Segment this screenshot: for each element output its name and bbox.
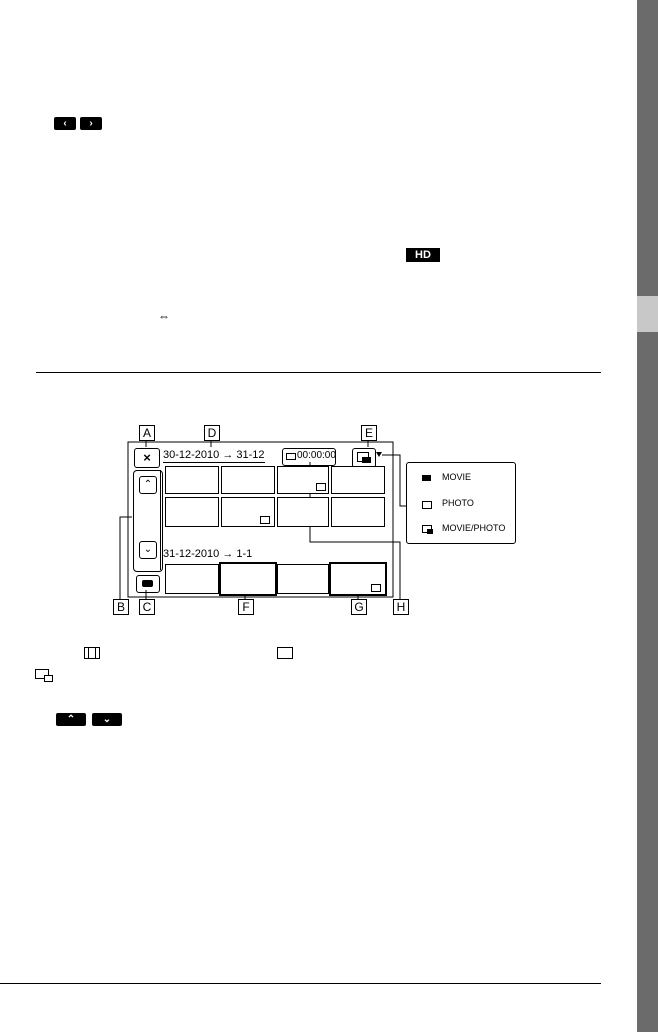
scroll-up-button[interactable]: ⌃ — [139, 476, 157, 494]
scroll-track — [160, 470, 161, 570]
chevron-right-icon: › — [80, 117, 102, 130]
photo-icon — [316, 483, 326, 491]
thumbnail[interactable] — [331, 497, 385, 527]
menu-item-photo[interactable] — [420, 498, 513, 512]
close-button[interactable]: × — [134, 448, 160, 468]
camera-icon — [142, 580, 153, 587]
scroll-down-button[interactable]: ⌄ — [139, 541, 157, 559]
hd-icon: HD — [406, 248, 440, 262]
thumbnail[interactable] — [277, 564, 329, 594]
film-icon — [286, 453, 296, 460]
photo-icon — [371, 584, 381, 592]
film-icon — [44, 675, 53, 682]
counter-text: 00:00:00 — [297, 450, 336, 461]
diagram-label-h: H — [393, 599, 409, 615]
chevron-up-icon: ⌃ — [56, 713, 86, 726]
thumbnail[interactable] — [221, 466, 275, 494]
thumbnail[interactable] — [277, 497, 329, 527]
diagram-label-f: F — [238, 599, 254, 615]
diagram-label-d: D — [204, 425, 220, 441]
thumbnail[interactable] — [165, 466, 219, 494]
view-mode-button[interactable] — [352, 448, 376, 468]
thumbnail[interactable] — [221, 497, 275, 527]
mode-toggle-button[interactable] — [136, 575, 160, 593]
diagram-label-a: A — [139, 425, 155, 441]
menu-item-label: MOVIE — [442, 472, 472, 482]
menu-item-movie-photo[interactable] — [420, 523, 513, 537]
photo-icon — [260, 516, 270, 524]
chevron-left-icon: ‹ — [54, 117, 76, 130]
film-icon — [362, 457, 371, 463]
film-icon — [427, 529, 433, 534]
menu-item-label: PHOTO — [442, 498, 474, 508]
counter-box — [282, 448, 336, 466]
diagram-label-e: E — [361, 425, 377, 441]
film-icon — [84, 647, 100, 659]
thumbnail[interactable] — [165, 564, 219, 594]
date-range-1: 30-12-2010 → 31-12 — [163, 449, 265, 461]
film-icon — [422, 475, 431, 481]
diagram-label-g: G — [351, 599, 367, 615]
photo-icon — [422, 501, 432, 509]
thumbnail-selected[interactable] — [219, 562, 277, 596]
date-range-2: 31-12-2010 → 1-1 — [163, 548, 253, 560]
thumbnail[interactable] — [277, 466, 329, 494]
thumbnail[interactable] — [331, 466, 385, 494]
menu-item-label: MOVIE/PHOTO — [442, 523, 506, 533]
footer-rule — [0, 983, 601, 984]
swap-icon: ⇔ — [158, 309, 170, 323]
thumbnail-selected[interactable] — [329, 562, 387, 596]
diagram-label-c: C — [139, 599, 155, 615]
photo-icon — [277, 647, 293, 659]
thumbnail[interactable] — [165, 497, 219, 527]
diagram-label-b: B — [113, 599, 129, 615]
dropdown-arrow-icon[interactable] — [376, 452, 382, 457]
menu-item-movie[interactable] — [420, 472, 513, 486]
chevron-down-icon: ⌄ — [92, 713, 122, 726]
